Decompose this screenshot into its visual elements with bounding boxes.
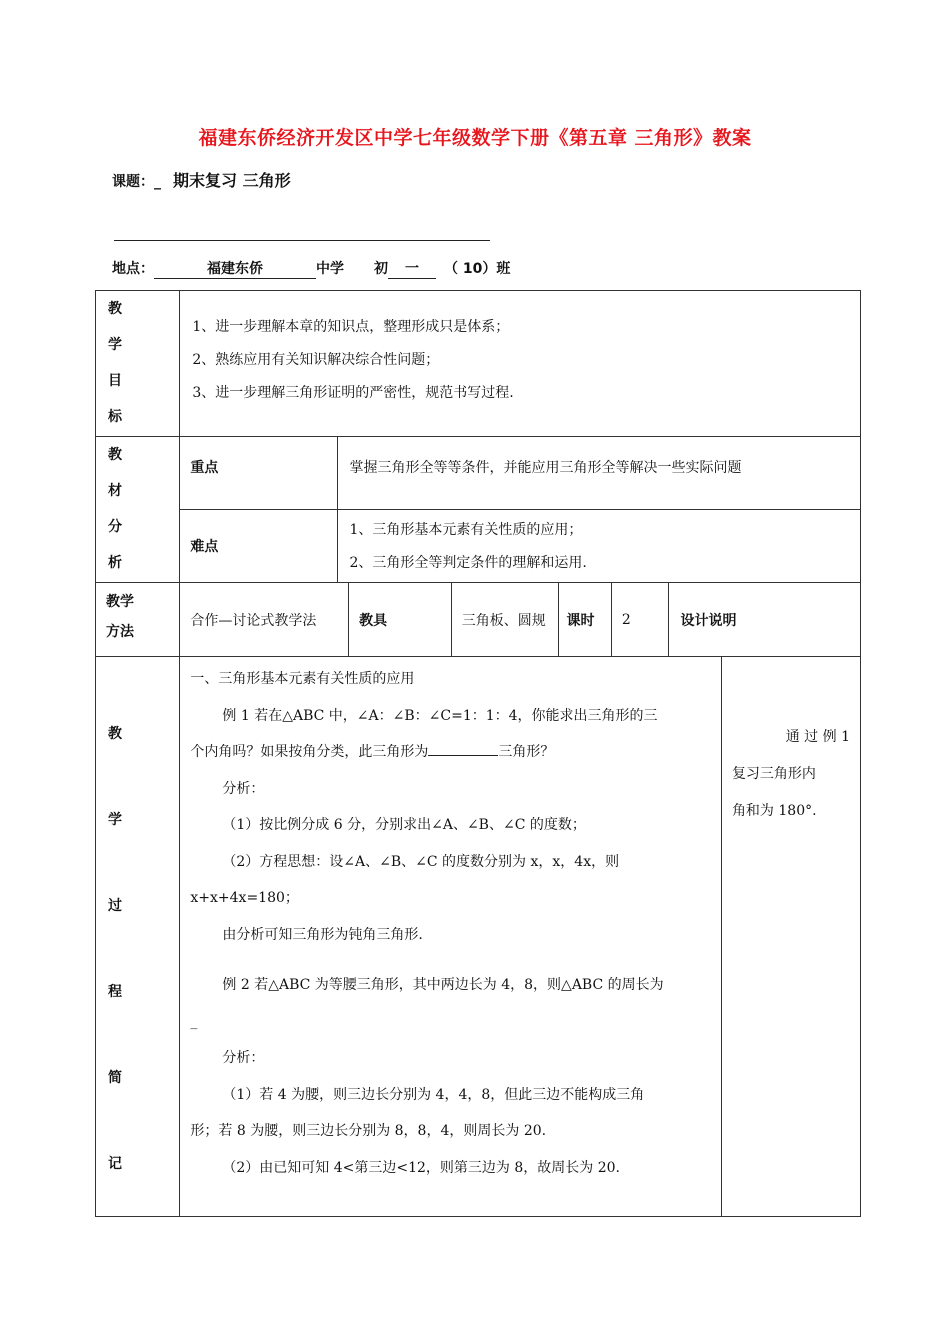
key-point-text: 掌握三角形全等等条件，并能应用三角形全等解决一些实际问题 (338, 437, 861, 510)
topic-row (112, 168, 291, 191)
process-label: 教 学 过 程 简 记 (96, 657, 180, 1217)
goals-label: 教 学 目 标 (96, 291, 180, 437)
key-point-label: 重点 (180, 437, 338, 510)
document-title: 福建东侨经济开发区中学七年级数学下册《第五章 三角形》教案 (198, 127, 752, 149)
location-grade-prefix: 初 (374, 261, 388, 277)
goals-content (180, 291, 861, 437)
example-2-step-1: （1）若 4 为腰，则三边长分别为 4，4，8，但此三边不能构成三角 (222, 1086, 645, 1103)
goal-item: 2、熟练应用有关知识解决综合性问题； (192, 352, 440, 368)
difficult-item: 2、三角形全等判定条件的理解和运用. (349, 555, 587, 571)
example-2-step-2: （2）由已知可知 4<第三边<12，则第三边为 8，故周长为 20. (222, 1159, 621, 1176)
process-row (96, 657, 861, 1217)
example-1-conclusion: 由分析可知三角形为钝角三角形. (222, 926, 423, 943)
tools-value: 三角板、圆规 (451, 583, 558, 657)
example-1-step-1: （1）按比例分成 6 分，分别求出∠A、∠B、∠C 的度数； (222, 817, 586, 833)
method-value: 合作—讨论式教学法 (180, 583, 349, 657)
analysis-heading: 分析： (222, 780, 265, 797)
section-heading: 一、三角形基本元素有关性质的应用 (190, 671, 415, 687)
method-label: 教学 方法 (96, 583, 180, 657)
example-2-step-1-cont: 形；若 8 为腰，则三边长分别为 8，8，4，则周长为 20. (190, 1123, 547, 1139)
location-school: 福建东侨 (154, 258, 316, 279)
difficult-point-label: 难点 (180, 510, 338, 583)
goal-item: 1、进一步理解本章的知识点，整理形成只是体系； (192, 319, 510, 335)
topic-value: 期末复习 三角形 (173, 171, 291, 190)
analysis-label: 教 材 分 析 (96, 437, 180, 583)
tools-label: 教具 (349, 583, 452, 657)
method-row (96, 583, 861, 657)
hours-label: 课时 (558, 583, 611, 657)
example-2-question: 例 2 若△ABC 为等腰三角形，其中两边长为 4，8，则△ABC 的周长为 (222, 977, 664, 993)
lesson-plan-table (95, 290, 861, 1217)
example-1-question-cont: 个内角吗？如果按角分类，此三角形为 三角形？ (190, 734, 717, 771)
location-grade: 一 (388, 258, 436, 279)
process-content (180, 657, 722, 1217)
topic-underline (114, 240, 490, 241)
difficult-point-row (96, 510, 861, 583)
difficult-item: 1、三角形基本元素有关性质的应用； (349, 522, 583, 538)
example-2-blank: _ (190, 1013, 198, 1030)
example-1-question: 例 1 若在△ABC 中，∠A：∠B：∠C=1：1：4，你能求出三角形的三 (222, 707, 658, 724)
location-class: （ 10）班 (444, 261, 511, 277)
location-label: 地点： (112, 261, 154, 277)
design-note: 通 过 例 1 复习三角形内 角和为 180°. (721, 657, 860, 1217)
goals-row (96, 291, 861, 437)
location-school-suffix: 中学 (316, 261, 344, 277)
design-label: 设计说明 (668, 583, 860, 657)
topic-label: 课题：_ (112, 174, 161, 190)
key-point-row (96, 437, 861, 510)
hours-value: 2 (611, 583, 668, 657)
analysis-heading: 分析： (222, 1050, 265, 1066)
example-1-step-2-cont: x+x+4x=180； (190, 890, 299, 906)
example-1-step-2: （2）方程思想：设∠A、∠B、∠C 的度数分别为 x，x，4x，则 (222, 853, 620, 870)
location-row (112, 258, 510, 279)
answer-blank (428, 741, 498, 756)
difficult-point-content (338, 510, 861, 583)
goal-item: 3、进一步理解三角形证明的严密性，规范书写过程. (192, 385, 514, 401)
